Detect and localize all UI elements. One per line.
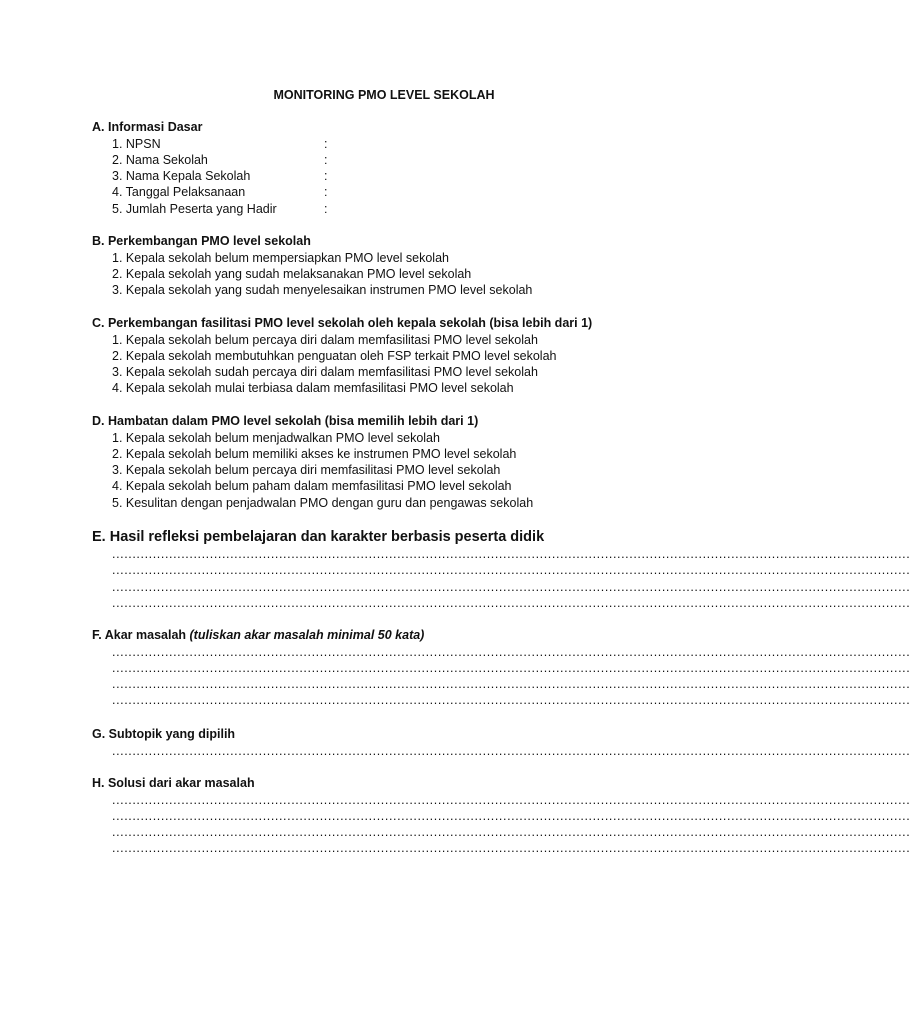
page-title: MONITORING PMO LEVEL SEKOLAH xyxy=(273,88,495,102)
field-tanggal-pelaksanaan xyxy=(92,184,692,200)
section-d xyxy=(92,413,692,511)
answer-line[interactable]: .................................................................................................................................................................................................... xyxy=(112,579,910,594)
section-c-heading: C. Perkembangan fasilitasi PMO level sekolah oleh kepala sekolah (bisa lebih dari 1) xyxy=(92,316,593,330)
section-e xyxy=(92,528,910,611)
answer-line[interactable]: .................................................................................................................................................................................................... xyxy=(112,825,910,840)
field-label: 4. Tanggal Pelaksanaan xyxy=(112,185,246,200)
list-item: 2. Kepala sekolah belum memiliki akses ke instrumen PMO level sekolah xyxy=(112,446,517,461)
answer-line[interactable]: .................................................................................................................................................................................................... xyxy=(112,693,910,708)
field-nama-sekolah xyxy=(92,152,692,168)
answer-line[interactable]: .................................................................................................................................................................................................... xyxy=(112,660,910,675)
section-a xyxy=(92,119,692,217)
answer-line[interactable]: .................................................................................................................................................................................................... xyxy=(112,644,910,659)
field-colon: : xyxy=(324,201,328,216)
section-h-heading: H. Solusi dari akar masalah xyxy=(92,776,255,790)
field-colon: : xyxy=(324,136,328,151)
field-colon: : xyxy=(324,152,328,167)
section-b xyxy=(92,233,692,298)
section-f-heading xyxy=(92,627,692,644)
section-g xyxy=(92,726,910,759)
list-item: 1. Kepala sekolah belum menjadwalkan PMO level sekolah xyxy=(112,430,440,445)
section-d-heading: D. Hambatan dalam PMO level sekolah (bisa memilih lebih dari 1) xyxy=(92,414,479,428)
answer-line[interactable]: .................................................................................................................................................................................................... xyxy=(112,841,910,856)
list-item: 1. Kepala sekolah belum percaya diri dalam memfasilitasi PMO level sekolah xyxy=(112,332,538,347)
field-colon: : xyxy=(324,169,328,184)
section-h xyxy=(92,775,910,857)
section-a-heading: A. Informasi Dasar xyxy=(92,120,203,134)
section-f-title: F. Akar masalah xyxy=(92,628,190,642)
section-g-heading: G. Subtopik yang dipilih xyxy=(92,727,236,741)
section-f-note: (tuliskan akar masalah minimal 50 kata) xyxy=(189,628,425,642)
section-e-heading: E. Hasil refleksi pembelajaran dan karakter berbasis peserta didik xyxy=(92,529,545,545)
list-item: 4. Kepala sekolah belum paham dalam memfasilitasi PMO level sekolah xyxy=(112,479,512,494)
field-colon: : xyxy=(324,185,328,200)
list-item: 3. Kepala sekolah belum percaya diri memfasilitasi PMO level sekolah xyxy=(112,463,501,478)
list-item: 1. Kepala sekolah belum mempersiapkan PMO level sekolah xyxy=(112,250,449,265)
list-item: 2. Kepala sekolah yang sudah melaksanakan PMO level sekolah xyxy=(112,266,472,281)
list-item: 5. Kesulitan dengan penjadwalan PMO dengan guru dan pengawas sekolah xyxy=(112,495,534,510)
field-jumlah-peserta xyxy=(92,201,692,217)
answer-line[interactable]: .................................................................................................................................................................................................... xyxy=(112,808,910,823)
field-label: 5. Jumlah Peserta yang Hadir xyxy=(112,201,277,216)
section-c xyxy=(92,315,692,397)
list-item: 4. Kepala sekolah mulai terbiasa dalam memfasilitasi PMO level sekolah xyxy=(112,381,514,396)
answer-line[interactable]: .................................................................................................................................................................................................... xyxy=(112,595,910,610)
field-label: 2. Nama Sekolah xyxy=(112,152,208,167)
field-label: 1. NPSN xyxy=(112,136,161,151)
section-f xyxy=(92,627,910,709)
list-item: 3. Kepala sekolah yang sudah menyelesaikan instrumen PMO level sekolah xyxy=(112,283,533,298)
field-label: 3. Nama Kepala Sekolah xyxy=(112,169,251,184)
answer-line[interactable]: .................................................................................................................................................................................................... xyxy=(112,743,910,758)
answer-line[interactable]: .................................................................................................................................................................................................... xyxy=(112,792,910,807)
answer-line[interactable]: .................................................................................................................................................................................................... xyxy=(112,547,910,561)
answer-line[interactable]: .................................................................................................................................................................................................... xyxy=(112,677,910,692)
field-nama-kepala-sekolah xyxy=(92,168,692,184)
field-npsn xyxy=(92,136,692,152)
section-b-heading: B. Perkembangan PMO level sekolah xyxy=(92,234,311,248)
list-item: 2. Kepala sekolah membutuhkan penguatan oleh FSP terkait PMO level sekolah xyxy=(112,348,557,363)
answer-line[interactable]: .................................................................................................................................................................................................... xyxy=(112,563,910,578)
list-item: 3. Kepala sekolah sudah percaya diri dalam memfasilitasi PMO level sekolah xyxy=(112,365,538,380)
